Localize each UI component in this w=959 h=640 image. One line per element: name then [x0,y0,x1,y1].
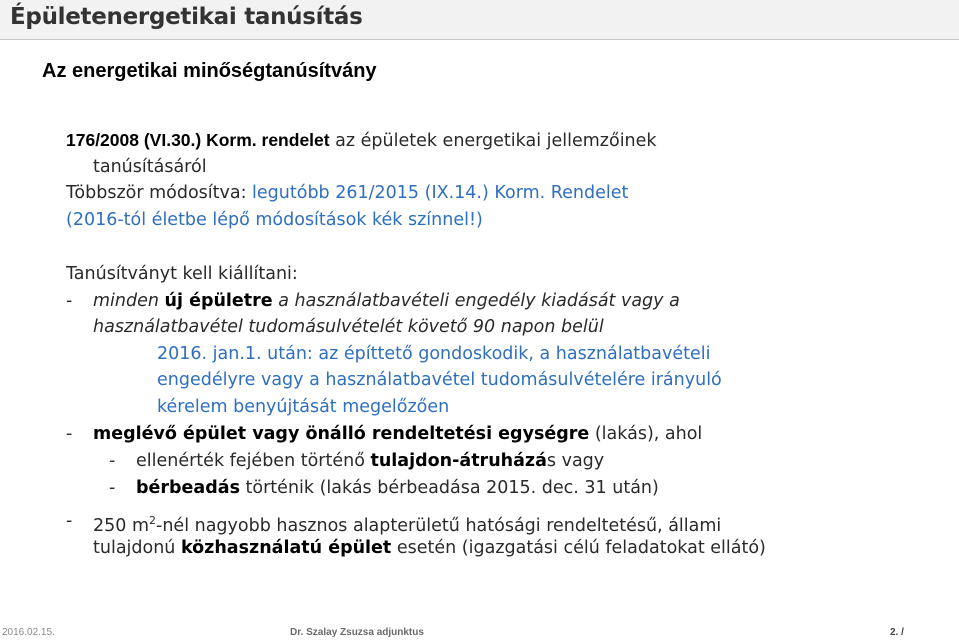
b2b-post: történik (lakás bérbeadása 2015. dec. 31 után) [239,478,659,498]
amend-prefix: Többször módosítva: [66,183,253,203]
b3-line2-pre: tulajdonú [93,538,181,558]
amend-blue: legutóbb 261/2015 (IX.14.) Korm. Rendelet [252,183,629,203]
b1-post: a használatbavételi engedély kiadását vagy a [272,291,680,311]
b2-bold: meglévő épület vagy önálló rendeltetési egységre [93,424,590,444]
decree-line-1 [66,129,657,152]
bullet-1-line-2: használatbavétel tudomásulvételét követő 90 napon belül [93,317,604,337]
bullet-1-blue-3: kérelem benyújtását megelőzően [157,397,450,417]
b2b-bold: bérbeadás [136,478,240,498]
bullet-2a-dash: - [109,451,116,471]
decree-line-4: (2016-tól életbe lépő módosítások kék színnel!) [66,210,483,230]
b1-pre: minden [93,291,165,311]
bullet-2 [93,423,702,445]
b3-line2-post: esetén (igazgatási célú feladatokat ellátó) [391,538,766,558]
b2a-pre: ellenérték fejében történő [136,451,371,471]
footer-date: 2016.02.15. [2,627,55,638]
bullet-3 [93,510,721,537]
b3-line2-bold: közhasználatú épület [180,538,392,558]
decree-ref: 176/2008 (VI.30.) Korm. rendelet [66,130,330,150]
b2a-post: s vagy [546,451,605,471]
bullet-3-dash: - [66,511,73,531]
slide-title: Épületenergetikai tanúsítás [10,4,363,30]
b3-post: -nél nagyobb hasznos alapterületű hatósági rendeltetésű, állami [156,515,722,536]
bullet-2b [136,477,659,499]
bullet-1-dash: - [66,291,73,311]
b2a-bold: tulajdon-átruházá [370,451,547,471]
bullet-1-blue-1: 2016. jan.1. után: az építtető gondoskodik, a használatbavételi [157,344,711,364]
footer-author: Dr. Szalay Zsuzsa adjunktus [290,627,424,638]
b3-pre: 250 m [93,515,150,536]
bullet-2-dash: - [66,424,73,444]
decree-line-2: tanúsításáról [93,157,207,177]
decree-line-3 [66,182,628,204]
b1-bold: új épületre [164,291,273,311]
bullet-1 [93,290,680,312]
b3-sup: 2 [149,514,157,527]
bullet-2a [136,450,604,472]
slide-header [0,0,959,40]
b2-post: (lakás), ahol [589,424,703,444]
bullet-2b-dash: - [109,478,116,498]
footer-page: 2. / [890,627,904,638]
bullet-1-blue-2: engedélyre vagy a használatbavétel tudomásulvételére irányuló [157,370,722,390]
slide-subtitle: Az energetikai minőségtanúsítvány [42,60,377,82]
decree-rest: az épületek energetikai jellemzőinek [329,131,657,151]
intro-text: Tanúsítványt kell kiállítani: [66,264,298,284]
bullet-3-line-2 [93,537,766,559]
